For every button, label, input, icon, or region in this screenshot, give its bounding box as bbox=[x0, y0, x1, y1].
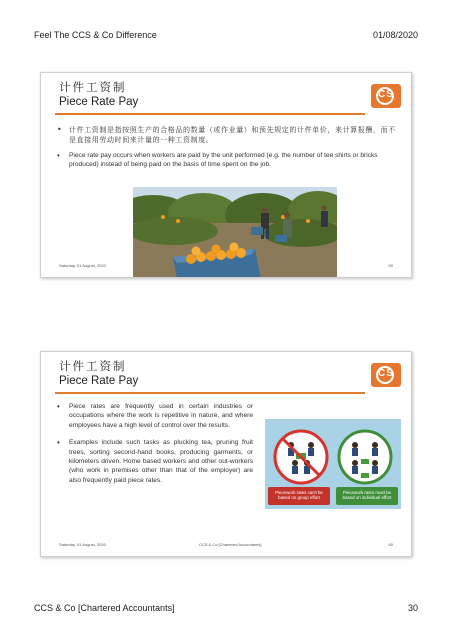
logo-text: CS bbox=[378, 89, 394, 100]
slide-60 bbox=[40, 351, 412, 557]
slide-footer-date: Saturday, 01 August, 2020 bbox=[59, 263, 106, 268]
title-divider bbox=[55, 392, 365, 394]
graphic-label-group: Piecework rates can't be based on group effort bbox=[275, 490, 323, 501]
ccs-logo-icon bbox=[371, 84, 401, 108]
bullet-english: • Piece rate pay occurs when workers are paid by the unit performed (e.g. the number of tee shirts or bricks produced) instead of being paid on the basis of time spent on the job. bbox=[57, 151, 399, 170]
page-number: 30 bbox=[407, 603, 418, 613]
slide-footer bbox=[59, 542, 393, 550]
bullet-list bbox=[57, 402, 253, 493]
slide-footer bbox=[59, 263, 393, 271]
slide-title-english: Piece Rate Pay bbox=[59, 375, 139, 387]
slide-title bbox=[59, 80, 138, 110]
graphic-label-individual: Piecework rates must be based on individual effort bbox=[342, 490, 392, 501]
slide-title-chinese: 计件工资制 bbox=[59, 80, 127, 94]
title-divider bbox=[55, 113, 365, 115]
ccs-logo-icon bbox=[371, 363, 401, 387]
logo-text: CS bbox=[378, 368, 394, 379]
header-title: Feel The CCS & Co Difference bbox=[34, 30, 157, 40]
page-footer bbox=[34, 603, 418, 617]
footer-company: CCS & Co [Chartered Accountants] bbox=[34, 603, 175, 613]
slide-footer-company: CCS & Co [Chartered Accountants] bbox=[199, 542, 262, 547]
bullet-piece-rates-examples: • Examples include such tasks as plucking tea, pruning fruit trees, sorting second-hand books, producing garments, or kilometers driven. Home based workers and other out-workers (who work in premises other than that of the employer) are also frequently paid piece rates. bbox=[57, 438, 253, 485]
bullet-piece-rates-usage: • Piece rates are frequently used in certain industries or occupations where the work is repetitive in nature, and where employees have a high level of control over the results. bbox=[57, 402, 253, 430]
slide-number: 59 bbox=[388, 263, 393, 268]
bullet-list bbox=[57, 125, 399, 176]
bullet-chinese: • 计件工资制是指按照生产的合格品的数量（或作业量）和预先规定的计件单价，来计算报酬，而不是直接用劳动时间来计量的一种工资制度。 bbox=[57, 125, 399, 145]
slide-footer-date: Saturday, 01 August, 2020 bbox=[59, 542, 106, 547]
header-date: 01/08/2020 bbox=[372, 30, 418, 40]
slide-title-chinese: 计件工资制 bbox=[59, 359, 127, 373]
page-header bbox=[34, 30, 418, 44]
slide-title bbox=[59, 359, 138, 389]
slide-title-english: Piece Rate Pay bbox=[59, 96, 139, 108]
slide-59 bbox=[40, 72, 412, 278]
slide-number: 60 bbox=[388, 542, 393, 547]
